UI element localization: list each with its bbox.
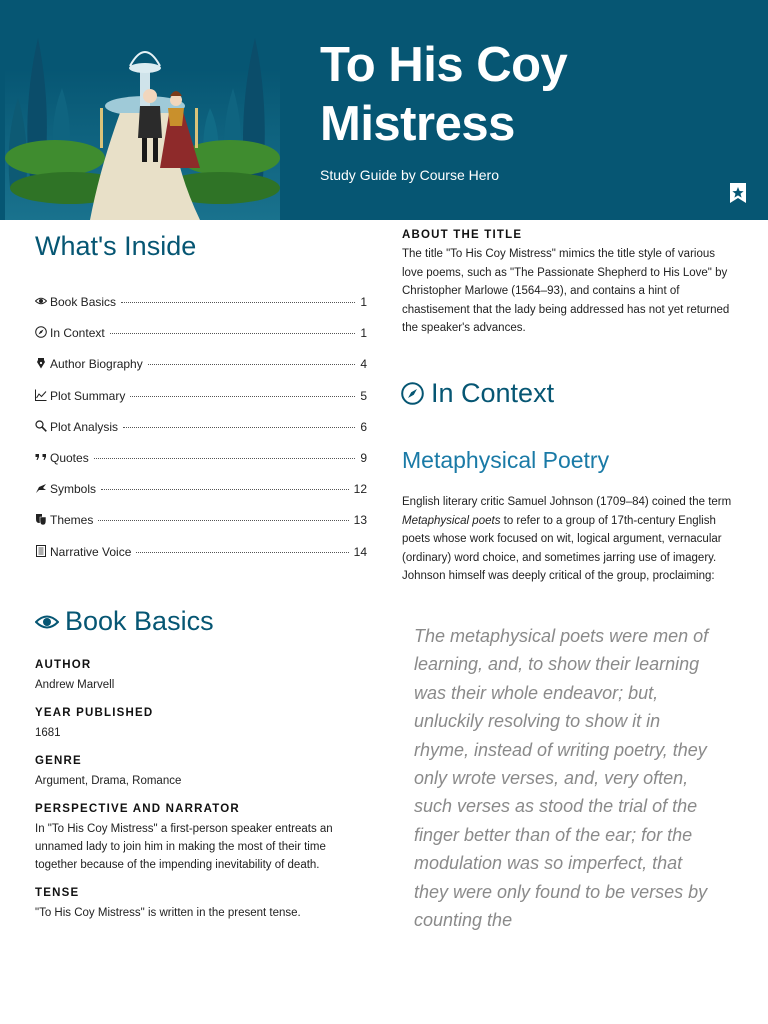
context-paragraph: [402, 493, 737, 586]
book-basics-list: [35, 659, 365, 935]
toc-item-in-context[interactable]: [35, 325, 367, 356]
quote-marks-icon: [35, 451, 47, 463]
header-banner: [0, 0, 768, 220]
book-subtitle: Study Guide by Course Hero: [320, 167, 499, 183]
garden-couple-illustration: [0, 28, 285, 220]
table-of-contents: [35, 294, 367, 575]
year-value: 1681: [35, 727, 61, 739]
tense-label: TENSE: [35, 887, 80, 899]
toc-item-narrative-voice[interactable]: [35, 544, 367, 575]
tense-value: "To His Coy Mistress" is written in the present tense.: [35, 907, 301, 919]
author-label: AUTHOR: [35, 659, 92, 671]
masks-icon: [35, 513, 47, 525]
in-context-heading: [401, 378, 554, 409]
toc-leader-dots: [123, 427, 355, 428]
toc-leader-dots: [101, 489, 349, 490]
toc-page-number: 12: [353, 482, 367, 497]
about-title-label: ABOUT THE TITLE: [402, 229, 523, 241]
toc-label: Plot Analysis: [50, 419, 119, 434]
whats-inside-heading: What's Inside: [35, 231, 197, 261]
tense-block: [35, 887, 365, 922]
eye-icon: [35, 295, 47, 307]
toc-page-number: 14: [353, 544, 367, 559]
genre-block: [35, 755, 365, 790]
genre-value: Argument, Drama, Romance: [35, 775, 182, 787]
toc-page-number: 1: [360, 326, 367, 341]
author-block: [35, 659, 365, 694]
toc-item-plot-summary[interactable]: [35, 388, 367, 419]
toc-page-number: 6: [360, 419, 367, 434]
toc-page-number: 5: [360, 388, 367, 403]
toc-item-plot-analysis[interactable]: [35, 419, 367, 450]
book-basics-title: Book Basics: [65, 606, 214, 636]
perspective-value: In "To His Coy Mistress" a first-person speaker entreats an unnamed lady to join him in making the most of their time together because of the impending inevitability of death.: [35, 823, 333, 871]
toc-label: Author Biography: [50, 357, 143, 372]
toc-leader-dots: [148, 364, 356, 365]
compass-icon: [35, 326, 47, 338]
document-icon: [35, 545, 47, 557]
johnson-quote: The metaphysical poets were men of learning, and, to show their learning was their whole endeavor; but, unluckily resolving to show it in rhyme, instead of writing poetry, they only wrote verses, and, very often, such verses as stood the trial of the finger better than of the ear; for the modulation was so imperfect, that they were only found to be verses by counting the: [414, 626, 709, 931]
metaphysical-poetry-heading: Metaphysical Poetry: [402, 447, 610, 473]
context-term: Metaphysical poets: [402, 514, 501, 527]
toc-label: Narrative Voice: [50, 544, 132, 559]
bookmark-star-icon[interactable]: [729, 183, 747, 203]
toc-page-number: 4: [360, 357, 367, 372]
magnifier-icon: [35, 420, 47, 432]
flag-icon: [35, 482, 47, 494]
toc-leader-dots: [121, 302, 355, 303]
toc-item-book-basics[interactable]: [35, 294, 367, 325]
context-text-after: to refer to a group of 17th-century English poets whose work focused on wit, logical argument, vernacular (ordinary) word choice, and sometimes jarring use of imagery. Johnson himself was deeply critical of the group, proclaiming:: [402, 514, 722, 582]
year-block: [35, 707, 365, 742]
toc-label: Plot Summary: [50, 388, 126, 403]
toc-item-author-biography[interactable]: [35, 356, 367, 387]
book-title: To His Coy Mistress: [320, 38, 568, 151]
context-text-before: English literary critic Samuel Johnson (1709–84) coined the term: [402, 496, 732, 508]
year-label: YEAR PUBLISHED: [35, 707, 154, 719]
toc-page-number: 13: [353, 513, 367, 528]
toc-item-symbols[interactable]: [35, 481, 367, 512]
toc-label: Quotes: [50, 450, 89, 465]
perspective-label: PERSPECTIVE AND NARRATOR: [35, 803, 240, 815]
compass-icon: [401, 382, 424, 405]
genre-label: GENRE: [35, 755, 82, 767]
book-basics-heading: [35, 606, 214, 637]
toc-label: Book Basics: [50, 295, 117, 309]
toc-item-themes[interactable]: [35, 512, 367, 543]
toc-leader-dots: [94, 458, 356, 459]
toc-leader-dots: [98, 520, 348, 521]
about-title-text: The title "To His Coy Mistress" mimics the title style of various love poems, such as "The Passionate Shepherd to His Love" by Christopher Marlowe (1564–93), and contains a hint of chastisement that the lady being addressed has not yet returned the speaker's advances.: [402, 248, 730, 334]
perspective-block: [35, 803, 365, 874]
toc-leader-dots: [110, 333, 356, 334]
toc-label: In Context: [50, 326, 105, 341]
author-value: Andrew Marvell: [35, 679, 115, 691]
eye-icon: [35, 614, 59, 630]
chart-line-icon: [35, 389, 47, 401]
toc-item-quotes[interactable]: [35, 450, 367, 481]
in-context-title: In Context: [431, 378, 555, 408]
toc-label: Themes: [50, 513, 94, 528]
toc-leader-dots: [130, 396, 355, 397]
toc-label: Symbols: [50, 482, 97, 497]
toc-page-number: 9: [360, 450, 367, 465]
toc-page-number: 1: [360, 295, 367, 309]
toc-leader-dots: [136, 552, 348, 553]
pen-nib-icon: [35, 357, 47, 369]
